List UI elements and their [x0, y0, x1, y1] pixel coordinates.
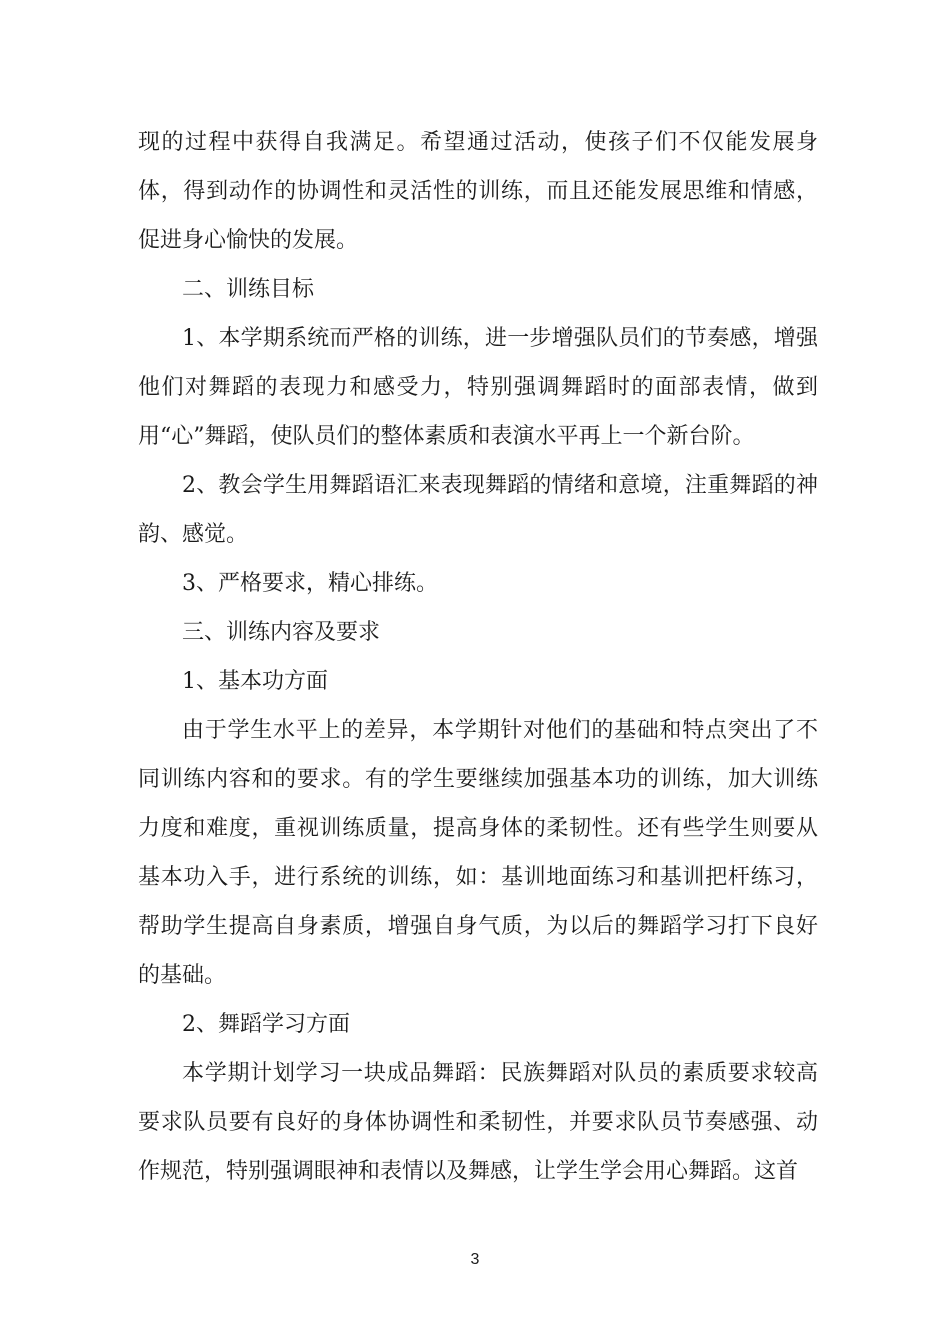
page-number: 3 — [470, 1251, 480, 1268]
subheading-basic-skills: 1、基本功方面 — [182, 669, 328, 694]
paragraph-goal-3: 3、严格要求，精心排练。 — [182, 571, 438, 596]
document-body — [138, 118, 818, 1196]
heading-training-goals: 二、训练目标 — [182, 277, 315, 302]
paragraph-basic-skills: 由于学生水平上的差异，本学期针对他们的基础和特点突出了不同训练内容和的要求。有的学生要继续加强基本功的训练，加大训练力度和难度，重视训练质量，提高身体的柔韧性。还有些学生则要从基本功入手，进行系统的训练，如：基训地面练习和基训把杆练习，帮助学生提高自身素质，增强自身气质，为以后的舞蹈学习打下良好的基础。 — [138, 718, 818, 988]
subheading-dance-learning: 2、舞蹈学习方面 — [182, 1012, 350, 1037]
paragraph-goal-2: 2、教会学生用舞蹈语汇来表现舞蹈的情绪和意境，注重舞蹈的神韵、感觉。 — [138, 473, 818, 547]
paragraph-dance-learning: 本学期计划学习一块成品舞蹈：民族舞蹈对队员的素质要求较高要求队员要有良好的身体协调性和柔韧性，并要求队员节奏感强、动作规范，特别强调眼神和表情以及舞感，让学生学会用心舞蹈。这首 — [138, 1061, 818, 1184]
heading-training-content: 三、训练内容及要求 — [182, 620, 381, 645]
paragraph-goal-1: 1、本学期系统而严格的训练，进一步增强队员们的节奏感，增强他们对舞蹈的表现力和感受力，特别强调舞蹈时的面部表情，做到用“心”舞蹈，使队员们的整体素质和表演水平再上一个新台阶。 — [138, 326, 818, 449]
paragraph-intro-continuation: 现的过程中获得自我满足。希望通过活动，使孩子们不仅能发展身体，得到动作的协调性和灵活性的训练，而且还能发展思维和情感，促进身心愉快的发展。 — [138, 130, 818, 253]
